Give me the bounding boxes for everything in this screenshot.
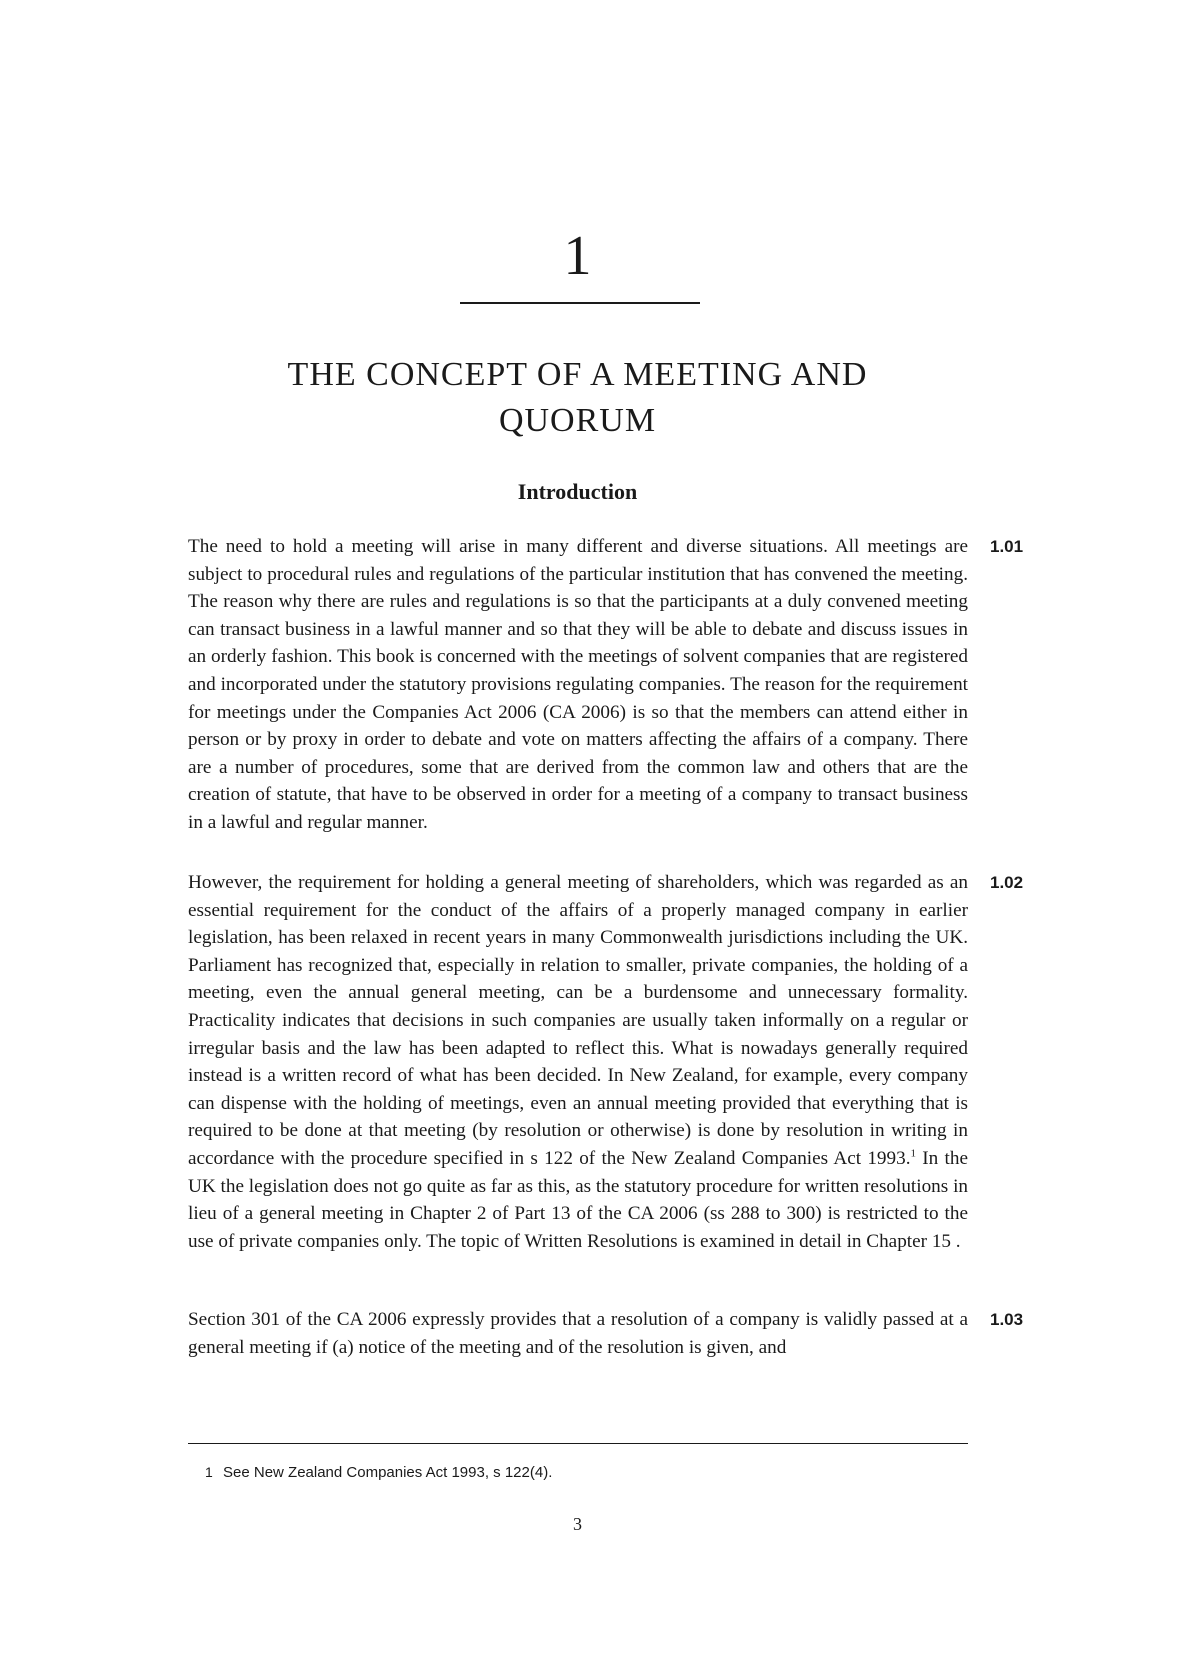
footnote-separator [188, 1443, 968, 1444]
chapter-title-line-1: THE CONCEPT OF A MEETING AND [287, 356, 868, 393]
paragraph-number-1-01: 1.01 [990, 537, 1024, 556]
paragraph-number-1-03: 1.03 [990, 1310, 1024, 1329]
page-number: 3 [573, 1514, 582, 1534]
section-heading: Introduction [517, 479, 638, 504]
footnote-text: See New Zealand Companies Act 1993, s 122(4). [223, 1464, 553, 1481]
paragraph-1-01: The need to hold a meeting will arise in many different and diverse situations. All meetings are subject to procedural rules and regulations of the particular institution that has convened the meeting. The reason why there are rules and regulations is so that the participants at a duly convened meeting can transact business in a lawful manner and so that they will be able to debate and discuss issues in an orderly fashion. This book is concerned with the meetings of solvent companies that are registered and incorporated under the statutory provisions regulating companies. The reason for the requirement for meetings under the Companies Act 2006 (CA 2006) is so that the members can attend either in person or by proxy in order to debate and vote on matters affecting the affairs of a company. There are a number of procedures, some that are derived from the common law and others that are the creation of statute, that have to be observed in order for a meeting of a company to transact business in a lawful and regular manner. [188, 536, 968, 833]
paragraph-1-03: Section 301 of the CA 2006 expressly provides that a resolution of a company is validly passed at a general meeting if (a) notice of the meeting and of the resolution is given, and [188, 1309, 968, 1358]
footnote-reference[interactable]: 1 [910, 1147, 916, 1160]
chapter-title [200, 352, 955, 444]
paragraph-1-02 [188, 869, 968, 1255]
chapter-number-rule [460, 302, 700, 304]
paragraph-1-02-text-a: However, the requirement for holding a general meeting of shareholders, which was regarded as an essential requirement for the conduct of the affairs of a properly managed company in earlier legislation, has been relaxed in recent years in many Commonwealth jurisdictions including the UK. Parliament has recognized that, especially in relation to smaller, private companies, the holding of a meeting, even the annual general meeting, can be a burdensome and unnecessary formality. Practicality indicates that decisions in such companies are usually taken informally on a regular or irregular basis and the law has been adapted to reflect this. What is nowadays generally required instead is a written record of what has been decided. In New Zealand, for example, every company can dispense with the holding of meetings, even an annual meeting provided that everything that is required to be done at that meeting (by resolution or otherwise) is done by resolution in writing in accordance with the procedure specified in s 122 of the New Zealand Companies Act 1993. [188, 872, 968, 1169]
paragraph-1-02-text-b: In the UK the legislation does not go quite as far as this, as the statutory procedure for written resolutions in lieu of a general meeting in Chapter 2 of Part 13 of the CA 2006 (ss 288 to 300) is restricted to the use of private companies only. The topic of Written Resolutions is examined in detail in Chapter 15 . [188, 1147, 968, 1252]
paragraph-number-1-02: 1.02 [990, 873, 1024, 892]
footnote [205, 1462, 965, 1483]
chapter-number: 1 [563, 225, 592, 287]
chapter-title-line-2: QUORUM [498, 402, 657, 439]
footnote-marker: 1 [205, 1464, 213, 1480]
